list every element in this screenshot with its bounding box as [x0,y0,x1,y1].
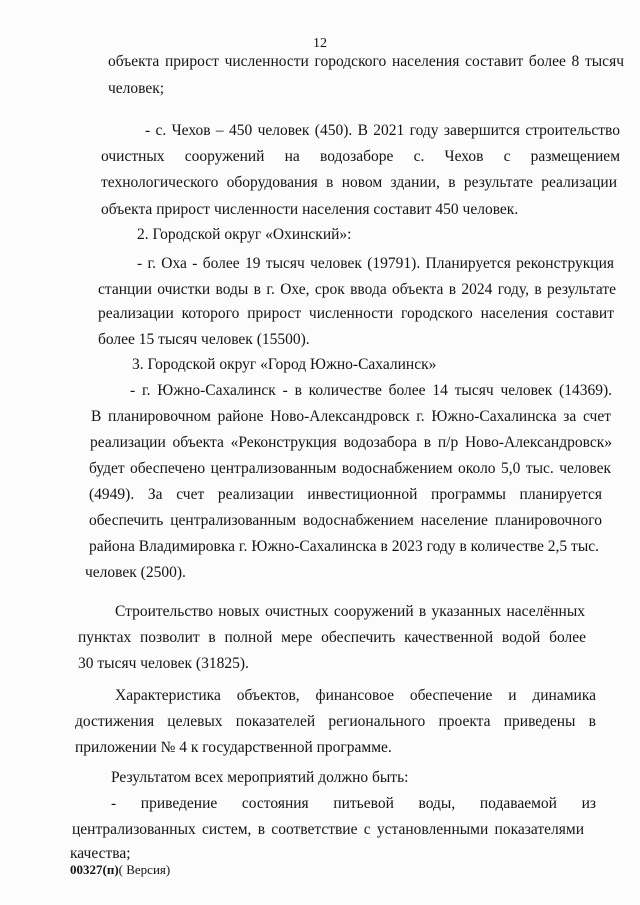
text-line: реализации объекта «Реконструкция водозабора в п/р Ново-Александровск» [90,434,612,451]
text-line: - с. Чехов – 450 человек (450). В 2021 году завершится строительство [145,122,620,139]
text-line: технологического оборудования в новом здании, в результате реализации [101,174,617,191]
text-line: человек (2500). [85,564,186,581]
text-line: 30 тысяч человек (31825). [78,655,249,672]
text-line: района Владимировка г. Южно-Сахалинска в 2023 году в количестве 2,5 тыс. [89,538,599,555]
text-line: централизованных систем, в соответствие с установленными показателями [72,821,584,838]
text-line: Результатом всех мероприятий должно быть: [111,769,409,786]
text-line: станции очистки воды в г. Охе, срок ввода объекта в 2024 году, в результате [98,281,616,298]
text-line: Характеристика объектов, финансовое обеспечение и динамика [115,687,596,704]
text-line: достижения целевых показателей регионального проекта приведены в [75,713,596,730]
text-line: человек; [108,80,165,97]
text-line: будет обеспечено централизованным водоснабжением около 5,0 тыс. человек [89,460,611,477]
text-line: приложении № 4 к государственной программе. [75,739,392,756]
document-code: 00327(п) [70,862,119,877]
version-label: ( Версия) [118,862,171,877]
section-heading: 2. Городской округ «Охинский»: [137,226,352,243]
text-line: Строительство новых очистных сооружений в указанных населённых [115,603,585,620]
text-line: - г. Оха - более 19 тысяч человек (19791). Планируется реконструкция [137,255,614,272]
document-footer [70,862,170,878]
text-line: (4949). За счет реализации инвестиционной программы планируется [89,486,602,503]
text-line: В планировочном районе Ново-Александровск г. Южно-Сахалинска за счет [91,408,611,425]
text-line: более 15 тысяч человек (15500). [98,331,310,348]
text-line: объекта прирост численности городского населения составит более 8 тысяч [108,53,624,70]
text-line: - приведение состояния питьевой воды, подаваемой из [111,795,596,812]
text-line: - г. Южно-Сахалинск - в количестве более 14 тысяч человек (14369). [130,382,612,399]
page-number: 12 [313,36,327,51]
text-line: обеспечить централизованным водоснабжением население планировочного [89,512,602,529]
text-line: качества; [70,845,131,862]
text-line: очистных сооружений на водозаборе с. Чехов с размещением [101,148,620,165]
text-line: реализации которого прирост численности городского населения составит [98,305,614,322]
text-line: объекта прирост численности населения составит 450 человек. [101,201,519,218]
text-line: пунктах позволит в полной мере обеспечить качественной водой более [78,629,586,646]
section-heading: 3. Городской округ «Город Южно-Сахалинск» [132,356,437,373]
